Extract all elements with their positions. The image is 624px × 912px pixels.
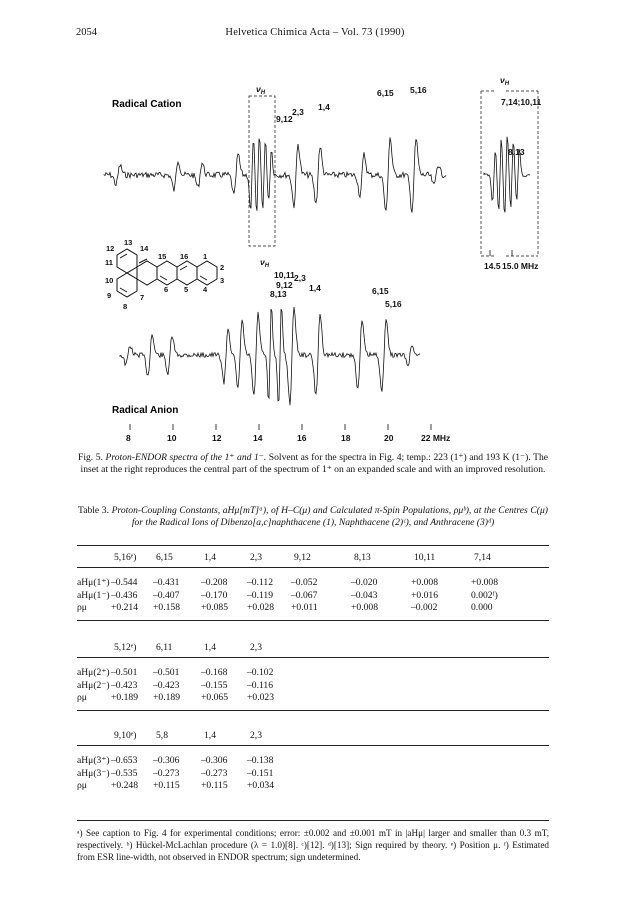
figure-caption-title: Proton-ENDOR spectra of the 1⁺ and 1⁻.: [105, 452, 267, 463]
inset-frame: [481, 91, 538, 256]
table-caption: [78, 505, 548, 529]
anion-spectrum: [120, 307, 420, 405]
anion-peak-2-3: 2,3: [294, 273, 306, 283]
table-cell: –0.067: [291, 589, 318, 601]
anion-label: Radical Anion: [112, 405, 179, 416]
cation-vh-box: [249, 96, 275, 246]
table-cell: –0.151: [247, 767, 274, 779]
atom-1: 1: [203, 252, 208, 261]
inset-vh: $\nu_H$: [500, 75, 510, 87]
table-cell: –0.423: [111, 679, 138, 691]
table-cell: –0.112: [247, 577, 274, 588]
table-header-cell: 1,4: [204, 730, 216, 741]
table-cell: +0.214: [111, 602, 138, 613]
atom-14: 14: [140, 244, 149, 253]
inset-peak-7-14-10-11: 7,14;10,11: [501, 97, 542, 107]
table-header-cell: 5,12ᵉ): [114, 642, 137, 653]
table-header-cell: 6,11: [156, 642, 173, 653]
axis-tick-8: 8: [126, 433, 131, 443]
axis-tick-12: 12: [212, 433, 222, 443]
atom-2: 2: [220, 263, 225, 272]
table-cell: –0.155: [201, 679, 228, 691]
atom-16: 16: [180, 252, 189, 261]
anion-peak-6-15: 6,15: [372, 286, 389, 296]
axis-tick-18: 18: [341, 433, 351, 443]
table-cell: +0.023: [247, 692, 274, 703]
table-section-rule: [77, 620, 549, 621]
atom-11: 11: [105, 258, 113, 267]
axis-ticks: [126, 433, 450, 443]
table-footnotes: ᵃ) See caption to Fig. 4 for experimental conditions; error: ±0.002 and ±0.001 mT in |aHμ| larger and smaller than 0.3 mT, respectively. ᵇ) Hückel-McLachlan procedure (λ = 1.0)[8]. ᶜ)[12]. ᵈ)[13]; Sign required by theory. ᵉ) Position μ. ᶠ) Estimated from ESR line-width, not observed in ENDOR spectrum; sign undetermined.: [77, 828, 549, 862]
table-cell: –0.208: [201, 577, 228, 588]
cation-peak-1-4: 1,4: [318, 102, 330, 112]
table-cell: 0.002ᶠ): [471, 589, 498, 601]
table-header-cell: 9,10ᵉ): [114, 730, 137, 741]
table-section-rule: [77, 745, 549, 746]
table-header-cell: 5,8: [156, 730, 168, 741]
table-cell: +0.065: [201, 692, 228, 703]
atom-7: 7: [140, 293, 145, 302]
table-row-label: aHμ(3⁻): [77, 767, 110, 779]
table-cell: –0.102: [247, 667, 274, 678]
cation-peak-6-15: 6,15: [377, 88, 394, 98]
table-cell: –0.170: [201, 589, 228, 601]
inset-peak-8-13: 8,13: [508, 147, 525, 157]
table-cell: –0.501: [111, 667, 138, 678]
table-cell: –0.436: [111, 589, 138, 601]
table-cell: –0.306: [201, 755, 228, 766]
table-cell: +0.008: [351, 602, 378, 613]
table-cell: +0.011: [291, 602, 318, 613]
atom-15: 15: [158, 252, 167, 261]
atom-9: 9: [107, 291, 112, 300]
anion-peak-8-13: 8,13: [270, 289, 287, 299]
table-header-cell: 1,4: [204, 552, 216, 563]
table-cell: +0.158: [153, 602, 180, 613]
table-header-cell: 10,11: [414, 552, 436, 563]
figure-caption: [78, 452, 548, 476]
axis-tick-14: 14: [253, 433, 263, 443]
table-cell: –0.119: [247, 589, 274, 601]
table-row-label: aHμ(1⁻): [77, 589, 110, 601]
table-cell: –0.020: [351, 577, 378, 588]
table-cell: –0.544: [111, 577, 138, 588]
table-cell: –0.423: [153, 679, 180, 691]
table-bottom-rule: [77, 820, 549, 821]
atom-4: 4: [203, 285, 208, 294]
table-cell: +0.189: [111, 692, 138, 703]
table-cell: +0.008: [411, 577, 438, 588]
journal-title: Helvetica Chimica Acta – Vol. 73 (1990): [225, 27, 405, 38]
table-cell: –0.273: [201, 767, 228, 779]
table-header-cell: 9,12: [294, 552, 311, 563]
table-row-label: ρμ: [77, 692, 87, 703]
atom-13: 13: [124, 238, 133, 247]
table-cell: 0.000: [471, 602, 493, 613]
cation-peak-2-3: 2,3: [292, 107, 304, 117]
cation-peak-5-16: 5,16: [410, 85, 427, 95]
table-cell: +0.085: [201, 602, 228, 613]
table-row-label: ρμ: [77, 780, 87, 791]
table-cell: –0.535: [111, 767, 138, 779]
endor-figure: [0, 0, 624, 450]
table-header-cell: 2,3: [250, 642, 262, 653]
table-row-label: ρμ: [77, 602, 87, 613]
table-cell: +0.034: [247, 780, 274, 791]
table-cell: –0.002: [411, 602, 438, 613]
table-cell: –0.168: [201, 667, 228, 678]
table-cell: +0.028: [247, 602, 274, 613]
table-cell: –0.043: [351, 589, 378, 601]
axis-tick-20: 20: [384, 433, 394, 443]
anion-peak-1-4: 1,4: [309, 283, 321, 293]
cation-label: Radical Cation: [112, 99, 182, 110]
coupling-table: [77, 552, 549, 818]
table-caption-label: Table 3.: [78, 505, 109, 516]
table-header-cell: 6,15: [156, 552, 173, 563]
table-cell: +0.189: [153, 692, 180, 703]
table-row-label: aHμ(1⁺): [77, 577, 110, 588]
axis-tick-22: 22 MHz: [421, 433, 451, 443]
table-cell: +0.115: [153, 780, 180, 791]
axis-tick-10: 10: [167, 433, 177, 443]
table-cell: +0.115: [201, 780, 228, 791]
atom-5: 5: [184, 285, 189, 294]
table-cell: –0.273: [153, 767, 180, 779]
table-cell: –0.116: [247, 679, 274, 691]
table-cell: –0.052: [291, 577, 318, 588]
table-caption-text: Proton-Coupling Constants, aHμ[mT]ᵃ), of H–C(μ) and Calculated π-Spin Populations, ρμᵇ), at the Centres C(μ) for the Radical Ions of Dibenzo[a,c]naphthacene (1), Naphthacene (2)ᶜ), and Anthracene (3)ᵈ): [111, 505, 548, 529]
atom-3: 3: [220, 276, 225, 285]
cation-peak-9-12: 9,12: [276, 114, 293, 124]
table-cell: –0.501: [153, 667, 180, 678]
table-header-cell: 8,13: [354, 552, 371, 563]
table-cell: –0.138: [247, 755, 274, 766]
table-section-rule: [77, 657, 549, 658]
axis-tick-16: 16: [297, 433, 307, 443]
figure-caption-label: Fig. 5.: [78, 452, 103, 463]
table-cell: +0.008: [471, 577, 498, 588]
table-header-cell: 5,16ᵉ): [114, 552, 137, 563]
atom-12: 12: [106, 244, 115, 253]
table-row-label: aHμ(2⁻): [77, 679, 110, 691]
anion-peak-10-11: 10,11: [274, 270, 295, 280]
anion-vh: $\nu_H$: [260, 257, 270, 269]
table-cell: +0.248: [111, 780, 138, 791]
table-top-rule: [77, 545, 549, 546]
page-number: 2054: [76, 27, 97, 38]
figure-caption-text: Solvent as for the spectra in Fig. 4; temp.: 223 (1⁺) and 193 K (1⁻). The inset at the right reproduces the central part of the spectrum of 1⁺ on an expanded scale and with an improved resolution.: [80, 452, 549, 476]
anion-peak-9-12: 9,12: [276, 280, 293, 290]
table-header-cell: 2,3: [250, 552, 262, 563]
table-header-cell: 1,4: [204, 642, 216, 653]
cation-vh: $\nu_H$: [256, 84, 266, 96]
table-cell: –0.407: [153, 589, 180, 601]
atom-10: 10: [105, 276, 114, 285]
table-row-label: aHμ(3⁺): [77, 755, 110, 766]
table-cell: –0.306: [153, 755, 180, 766]
inset-tick-15-0: 15.0 MHz: [502, 261, 539, 271]
inset-tick-14-5: 14.5: [484, 261, 501, 271]
table-section-rule: [77, 710, 549, 711]
anion-peak-5-16: 5,16: [385, 299, 402, 309]
table-header-cell: 7,14: [474, 552, 491, 563]
atom-6: 6: [164, 285, 169, 294]
table-section-rule: [77, 567, 549, 568]
table-header-cell: 2,3: [250, 730, 262, 741]
table-cell: +0.016: [411, 589, 438, 601]
table-row-label: aHμ(2⁺): [77, 667, 110, 678]
table-cell: –0.431: [153, 577, 180, 588]
table-cell: –0.653: [111, 755, 138, 766]
atom-8: 8: [123, 302, 128, 311]
